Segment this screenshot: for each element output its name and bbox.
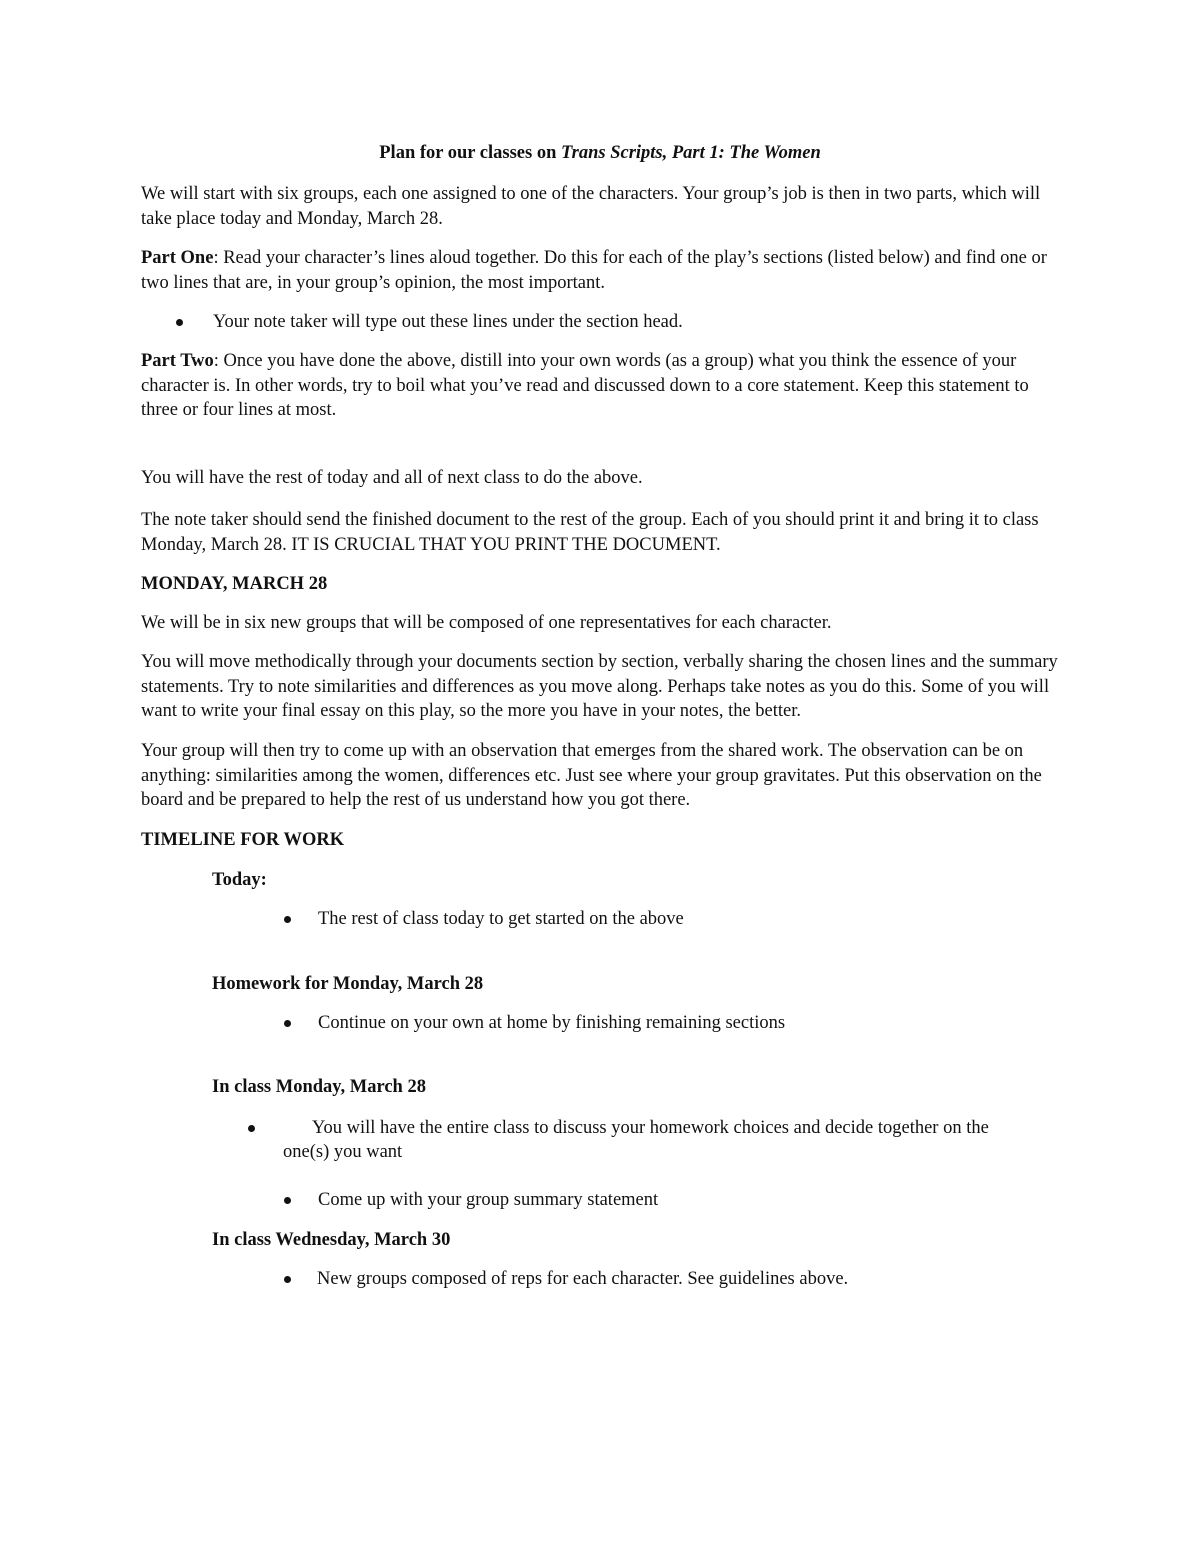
timeline-heading: TIMELINE FOR WORK bbox=[141, 830, 345, 850]
note-taker-paragraph: The note taker should send the finished document to the rest of the group. Each of you should print it and bring it to class Monday, March 28. IT IS CRUCIAL THAT YOU PRINT THE DOCUMENT. bbox=[141, 510, 1039, 555]
list-item bbox=[284, 1267, 848, 1292]
bullet-icon bbox=[284, 1276, 291, 1283]
part-one-bullet: Your note taker will type out these lines under the section head. bbox=[213, 312, 683, 332]
bullet-icon bbox=[284, 1020, 291, 1027]
monday-paragraph-1: We will be in six new groups that will be composed of one representatives for each character. bbox=[141, 613, 832, 633]
in-class-wednesday-label: In class Wednesday, March 30 bbox=[212, 1230, 451, 1250]
bullet-icon bbox=[284, 1197, 291, 1204]
title-prefix: Plan for our classes on bbox=[379, 143, 562, 163]
monday-paragraph-2: You will move methodically through your documents section by section, verbally sharing the chosen lines and the summary statements. Try to note similarities and differences as you move along. Perhaps take notes as you do this. Some of you will want to write your final essay on this play, so the more you have in your notes, the better. bbox=[141, 652, 1058, 721]
in-class-monday-bullet-line-2: one(s) you want bbox=[283, 1142, 403, 1162]
list-item bbox=[284, 1011, 785, 1036]
today-bullet: The rest of class today to get started on the above bbox=[318, 909, 684, 929]
list-item bbox=[248, 1116, 989, 1141]
today-label: Today: bbox=[212, 870, 267, 890]
list-item bbox=[284, 907, 684, 932]
in-class-wednesday-bullet: New groups composed of reps for each character. See guidelines above. bbox=[317, 1269, 849, 1289]
part-two-label: Part Two bbox=[141, 351, 214, 371]
bullet-icon bbox=[176, 319, 183, 326]
in-class-monday-bullet-line-1: You will have the entire class to discuss your homework choices and decide together on the bbox=[312, 1118, 989, 1138]
list-item bbox=[176, 310, 683, 335]
list-item bbox=[284, 1188, 658, 1213]
document-title bbox=[0, 141, 1200, 166]
part-two-text: : Once you have done the above, distill into your own words (as a group) what you think the essence of your character is. In other words, try to boil what you’ve read and discussed down to a core statement. Keep this statement to three or four lines at most. bbox=[141, 351, 1029, 420]
intro-paragraph: We will start with six groups, each one assigned to one of the characters. Your group’s job is then in two parts, which will take place today and Monday, March 28. bbox=[141, 184, 1041, 229]
homework-bullet: Continue on your own at home by finishing remaining sections bbox=[318, 1013, 786, 1033]
title-play-name: Trans Scripts, Part 1: The Women bbox=[561, 143, 821, 163]
in-class-monday-bullet-2: Come up with your group summary statement bbox=[318, 1190, 659, 1210]
monday-paragraph-3: Your group will then try to come up with an observation that emerges from the shared work. The observation can be on anything: similarities among the women, differences etc. Just see where your group gravitates. Put this observation on the board and be prepared to help the rest of us understand how you got there. bbox=[141, 741, 1042, 810]
bullet-icon bbox=[284, 916, 291, 923]
monday-heading: MONDAY, MARCH 28 bbox=[141, 574, 328, 594]
bullet-icon bbox=[248, 1125, 255, 1132]
part-one-label: Part One bbox=[141, 248, 214, 268]
in-class-monday-label: In class Monday, March 28 bbox=[212, 1077, 426, 1097]
part-one-paragraph bbox=[141, 246, 1061, 295]
part-two-paragraph bbox=[141, 349, 1061, 423]
part-one-text: : Read your character’s lines aloud together. Do this for each of the play’s sections (listed below) and find one or two lines that are, in your group’s opinion, the most important. bbox=[141, 248, 1047, 293]
homework-label: Homework for Monday, March 28 bbox=[212, 974, 484, 994]
rest-of-today-paragraph: You will have the rest of today and all of next class to do the above. bbox=[141, 468, 643, 488]
